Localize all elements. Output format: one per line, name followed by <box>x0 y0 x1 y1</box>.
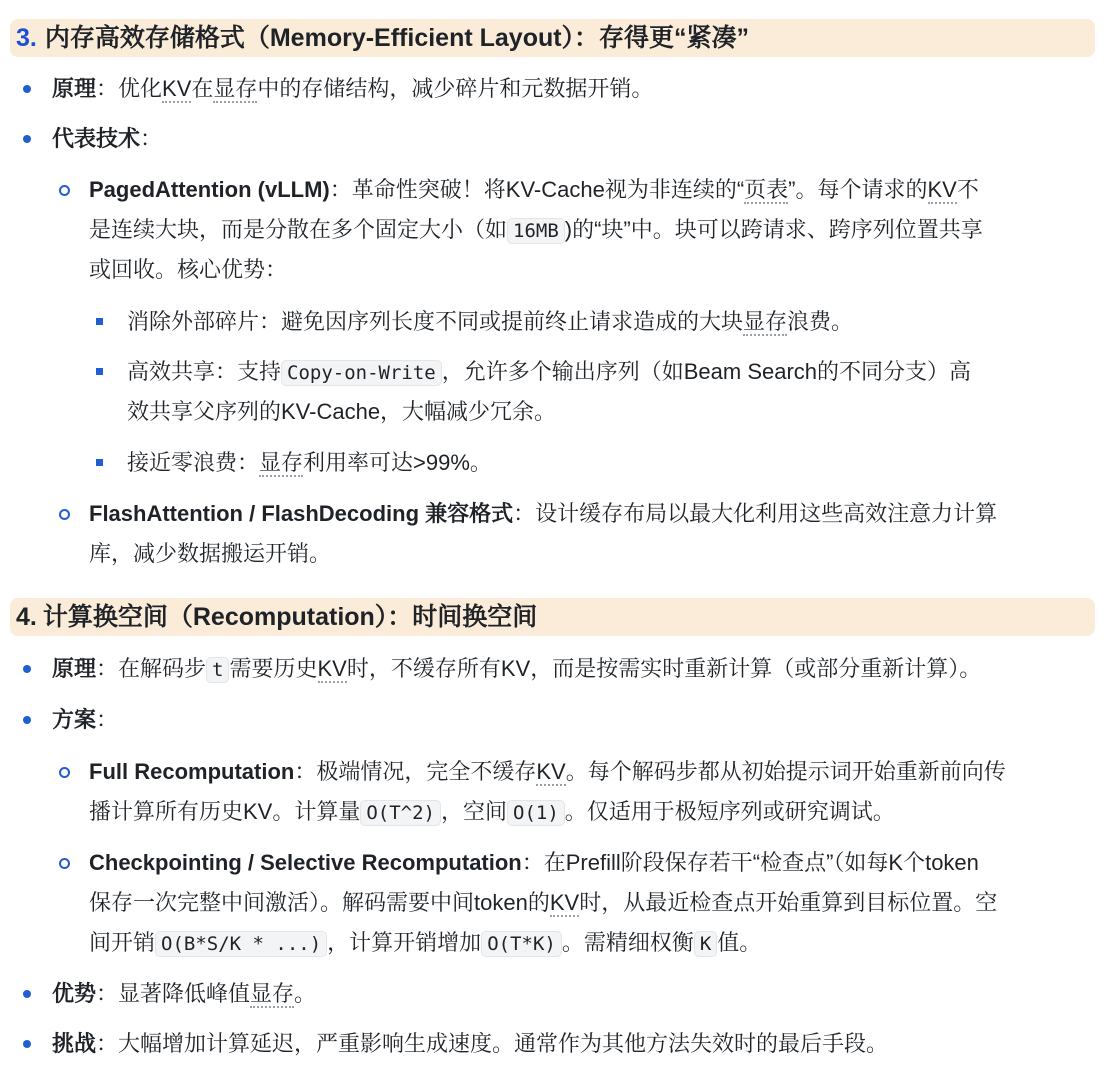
term-kv[interactable]: KV <box>317 656 347 681</box>
inline-code: K <box>694 931 717 957</box>
bullet-dot-icon <box>23 665 31 673</box>
inline-code: O(T*K) <box>481 931 562 957</box>
section-4-heading <box>10 598 1095 636</box>
term-page-table[interactable]: 页表 <box>744 177 789 202</box>
item-label: FlashAttention / FlashDecoding 兼容格式 <box>89 501 514 526</box>
bullet-dot-icon <box>23 716 31 724</box>
term-gpu-memory[interactable]: 显存 <box>250 981 295 1006</box>
section-3-heading <box>10 19 1095 57</box>
item-label: 代表技术 <box>52 126 141 151</box>
inline-code: 16MB <box>507 218 565 244</box>
inline-code: t <box>206 657 229 683</box>
item-label: 优势 <box>52 981 97 1006</box>
document-page: 3. 内存高效存储格式（Memory-Efficient Layout）：存得更“紧凑” 原理：优化KV在显存中的存储结构，减少碎片和元数据开销。 代表技术： PagedAttention (vLLM)：革命性突破！将KV-Cache视为非连续的“页表”。每个请求的KV不 是连续大块，而是分散在多个固定大小（如 16MB )的“块”中。块可以跨请求、跨序列位置共享 或回收。核心优势： 消除外部碎片：避免因序列长度不同或提前终止请求造成的大块显存浪费。 高效共享：支持 Copy-on-Write ，允许多个输出序列（如Beam Search的不同分支）高 效共享父序列的KV-Cache，大幅减少冗余。 接近零浪费：显存利用率可达>99%。 FlashAttention / FlashDecoding 兼容格式：设计缓存布局以最大化利用这些高效注意力计算 库，减少数据搬运开销。 4. 计算换空间（Recomputation）：时间换空间 原理：在解码步 t 需要历史KV时，不缓存所有KV，而是按需实时重新计算（或部分重新计算）。 方案： Full Recomputation：极端情况，完全不缓存KV。每个解码步都从初始提示词开始重新前向传 播计算所有历史KV。计算量 O(T^2) ，空间 O(1) 。仅适用于极短序列或研究调试。 Checkpointing / Selective Recomputation：在Prefill阶段保存若干“检查点”（如每K个token 保存一次完整中间激活）。解码需要中间token的KV时，从最近检查点开始重算到目标位置。空 间开销 O(B*S/K * ...) ，计算开销增加 O(T*K) 。需精细权衡 K 值。 优势：显著降低峰值显存。 挑战：大幅增加计算延迟，严重影响生成速度。通常作为其他方法失效时的最后手段。 <box>0 0 1110 1080</box>
term-kv[interactable]: KV <box>549 890 580 915</box>
inline-code: O(T^2) <box>360 800 441 826</box>
term-gpu-memory[interactable]: 显存 <box>743 309 788 334</box>
bullet-dot-icon <box>23 135 31 143</box>
item-label: 原理 <box>52 656 97 681</box>
term-gpu-memory[interactable]: 显存 <box>213 76 258 101</box>
item-label: PagedAttention (vLLM) <box>89 177 330 202</box>
term-kv[interactable]: KV <box>927 177 957 202</box>
section-title: 计算换空间（Recomputation）：时间换空间 <box>42 603 538 631</box>
inline-code: Copy-on-Write <box>281 360 442 386</box>
bullet-dot-icon <box>23 85 31 93</box>
item-label: 原理 <box>52 76 97 101</box>
section-number: 3. <box>16 24 37 52</box>
term-kv[interactable]: KV <box>536 759 566 784</box>
bullet-square-icon <box>96 318 103 325</box>
term-gpu-memory[interactable]: 显存 <box>259 450 304 475</box>
section-number: 4. <box>16 603 37 631</box>
inline-code: O(B*S/K * ...) <box>155 931 327 957</box>
item-label: 挑战 <box>52 1031 97 1056</box>
bullet-circle-icon <box>59 185 70 196</box>
term-kv[interactable]: KV <box>162 76 192 101</box>
item-label: Full Recomputation <box>89 759 295 784</box>
bullet-dot-icon <box>23 990 31 998</box>
bullet-square-icon <box>96 459 103 466</box>
bullet-circle-icon <box>59 858 70 869</box>
item-label: Checkpointing / Selective Recomputation <box>89 850 522 875</box>
bullet-circle-icon <box>59 767 70 778</box>
section-title: 内存高效存储格式（Memory-Efficient Layout）：存得更“紧凑” <box>44 24 750 52</box>
bullet-square-icon <box>96 368 103 375</box>
item-label: 方案 <box>52 707 97 732</box>
bullet-circle-icon <box>59 509 70 520</box>
inline-code: O(1) <box>507 800 565 826</box>
bullet-dot-icon <box>23 1040 31 1048</box>
